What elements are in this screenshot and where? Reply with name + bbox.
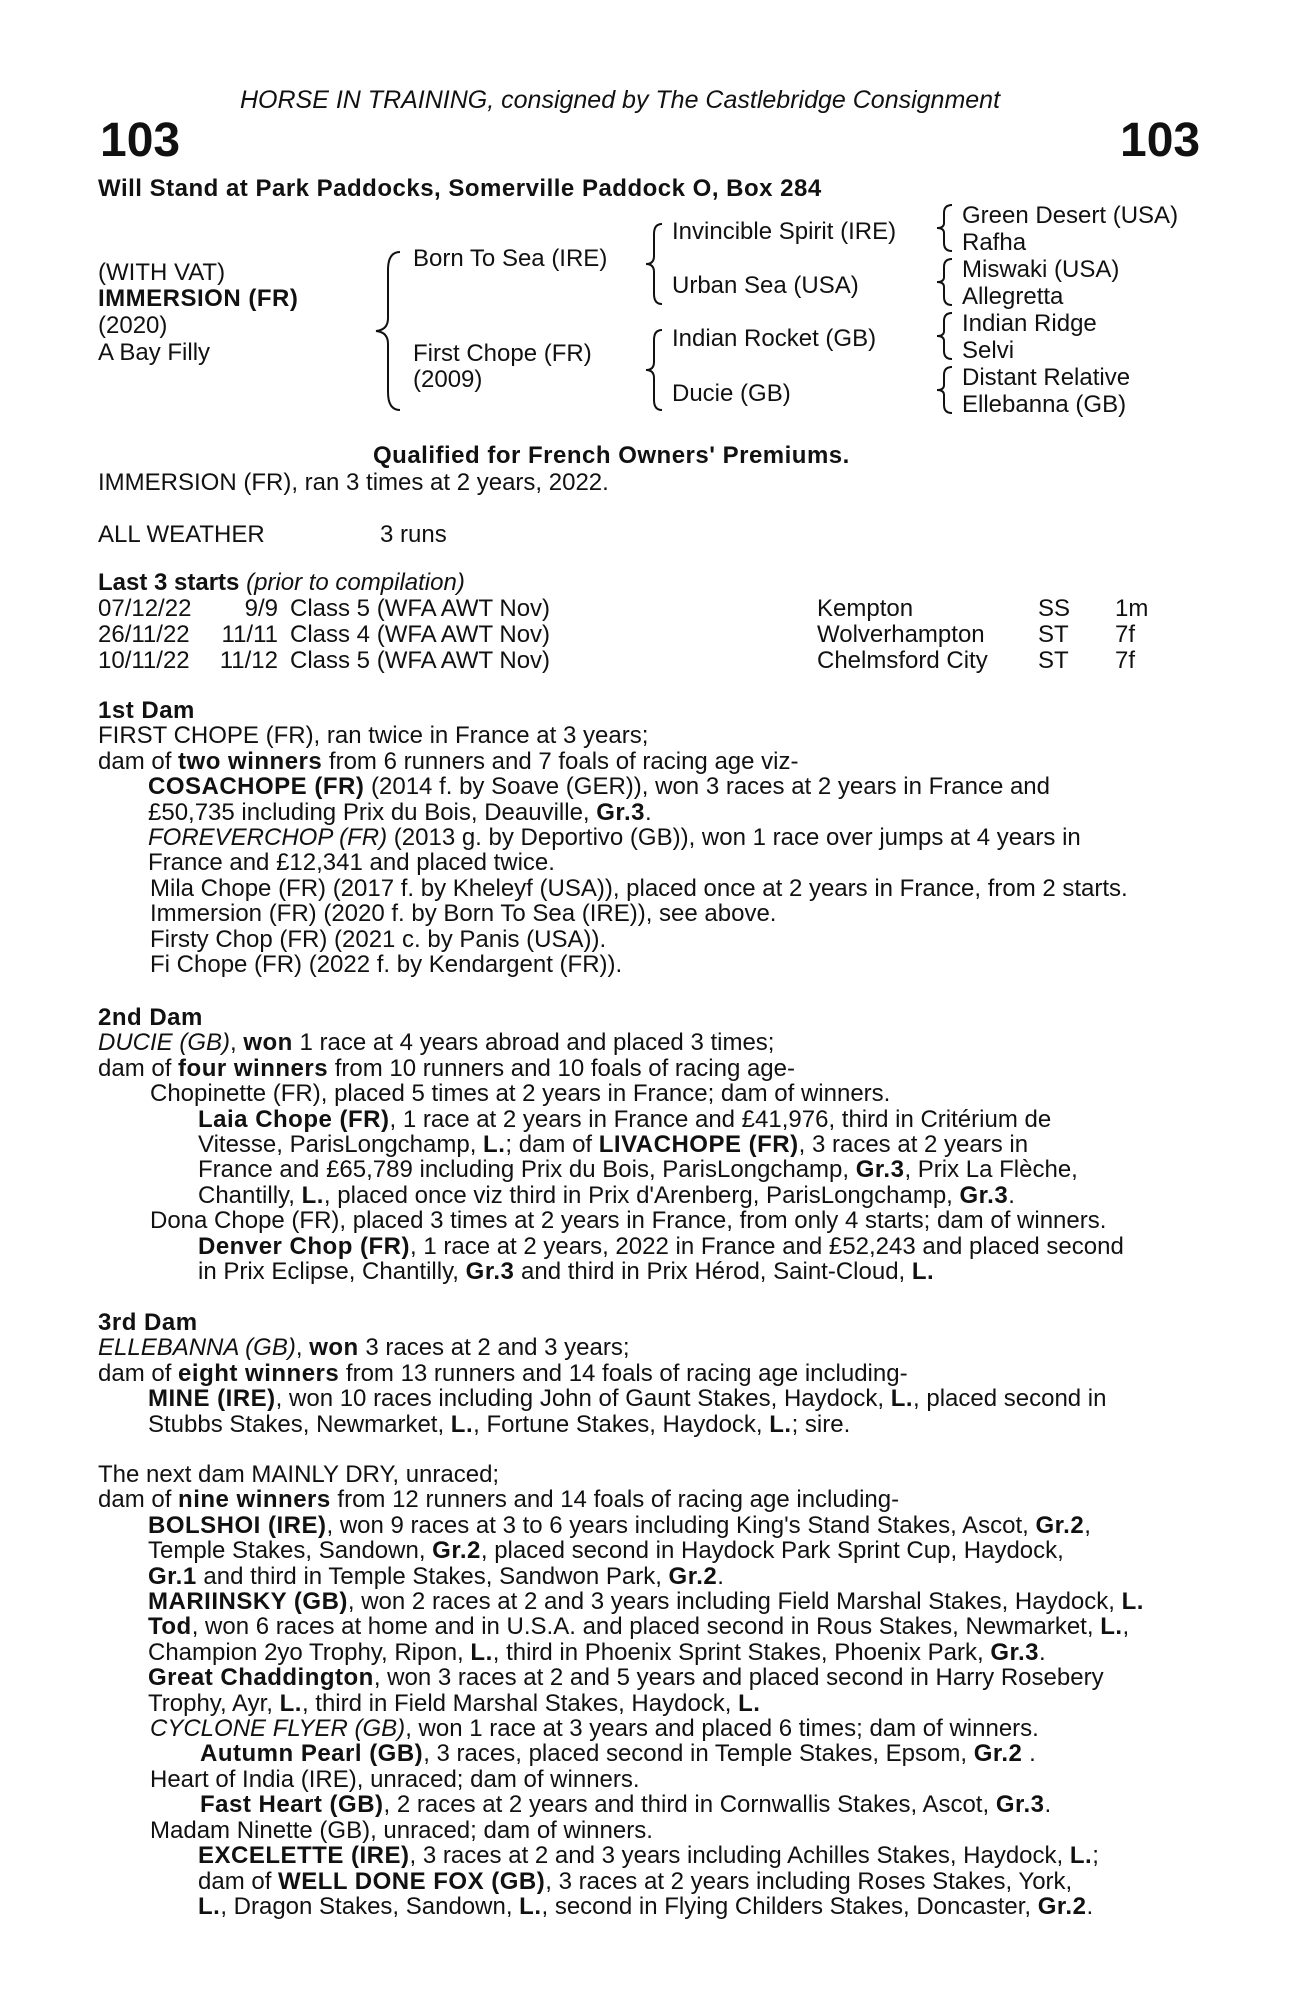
start-going: SS [1038,595,1071,622]
text: , [295,1334,310,1362]
pedigree-bracket-dam [640,328,670,412]
text: , third in Phoenix Sprint Stakes, Phoenix Park, [492,1638,991,1666]
grade: Gr.2 [973,1740,1023,1768]
stand-location: Will Stand at Park Paddocks, Somerville Paddock O, Box 284 [98,175,822,202]
text: , 3 races at 2 years including Roses Stakes, York, [545,1867,1073,1895]
text: , placed second in Haydock Park Sprint Cup, Haydock, [480,1537,1064,1565]
progeny-entry [98,1665,1206,1716]
progeny-name: Denver Chop (FR) [198,1232,410,1260]
text: ; dam of [505,1131,599,1159]
start-course: Kempton [817,595,914,622]
start-going: ST [1038,647,1069,674]
start-race: Class 5 (WFA AWT Nov) [290,595,551,622]
lot-number-right: 103 [1120,114,1201,167]
grade: L. [519,1892,542,1920]
text: , 3 races at 2 and 3 years including Achilles Stakes, Haydock, [409,1842,1070,1870]
dam-line [98,1361,1206,1386]
grade: L. [198,1892,221,1920]
progeny-entry [98,1589,1206,1614]
text: from 13 runners and 14 foals of racing age including- [339,1359,908,1387]
start-going: ST [1038,621,1069,648]
progeny-entry [98,825,1206,876]
dam-line [98,1335,1206,1360]
grade: L. [1121,1588,1144,1616]
grade: Gr.2 [1037,1892,1087,1920]
pedigree-bracket-gen3-3 [932,311,958,361]
text: Temple Stakes, Sandown, [148,1537,433,1565]
section-heading: 3rd Dam [98,1309,198,1336]
pedigree-bracket-gen3-4 [932,365,958,415]
grade: L. [450,1410,474,1438]
grade: L. [279,1689,302,1717]
progeny-name: COSACHOPE (FR) [148,773,365,801]
text: 3 races at 2 and 3 years; [358,1334,630,1362]
pedigree-sds: Miswaki (USA) [962,256,1120,283]
dam-line: FIRST CHOPE (FR), ran twice in France at 3 years; [98,722,649,750]
start-distance: 7f [1115,621,1136,648]
start-position: 9/9 [244,595,278,622]
grade: Gr.3 [959,1181,1009,1209]
text: , [230,1029,244,1057]
start-course: Wolverhampton [817,621,985,648]
text: , won 3 races at 2 and 5 years and placed second in Harry Rosebery [373,1664,1104,1692]
all-weather-value: 3 runs [380,521,447,548]
text: from 12 runners and 14 foals of racing age including- [330,1486,900,1514]
grand-progeny-entry [98,1843,1206,1919]
progeny-name: MARIINSKY (GB) [148,1588,348,1616]
text: , [1122,1613,1130,1641]
start-date: 26/11/22 [98,621,190,648]
text: Trophy, Ayr, [148,1689,280,1717]
pedigree-bracket-main [370,250,410,412]
text: , won 10 races including John of Gaunt Stakes, Haydock, [275,1385,891,1413]
grade: L. [738,1689,761,1717]
grade: L. [911,1258,935,1286]
text: . [717,1562,724,1590]
pedigree-sire-dam: Urban Sea (USA) [672,272,859,299]
start-race: Class 5 (WFA AWT Nov) [290,647,551,674]
progeny-name: Laia Chope (FR) [198,1105,390,1133]
progeny-entry: Fi Chope (FR) (2022 f. by Kendargent (FR)). [150,951,623,979]
progeny-name: Tod [148,1613,192,1641]
text: (2014 f. by Soave (GER)), won 3 races at 2 years in France and [364,773,1050,801]
grand-progeny-entry [98,1107,1206,1209]
pedigree-bracket-gen3-1 [932,203,958,253]
text: from 10 runners and 10 foals of racing age- [328,1054,795,1082]
pedigree-dds: Distant Relative [962,364,1131,391]
start-distance: 7f [1115,647,1136,674]
last-starts-title: Last 3 starts [98,569,240,596]
progeny-name: WELL DONE FOX (GB) [278,1867,546,1895]
grade: Gr.2 [1035,1511,1085,1539]
text: and third in Temple Stakes, Sandwon Park, [196,1562,669,1590]
text: , [1084,1511,1091,1539]
progeny-entry [98,1386,1206,1437]
text: £50,735 including Prix du Bois, Deauville, [148,798,597,826]
text: , third in Field Marshal Stakes, Haydock, [301,1689,739,1717]
pedigree-dam: First Chope (FR) [413,340,592,367]
winners-count: eight winners [178,1359,340,1387]
dam-line [98,1030,1206,1055]
text: dam of [98,1054,179,1082]
text: , won 2 races at 2 and 3 years including Field Marshal Stakes, Haydock, [347,1588,1122,1616]
vat-note: (WITH VAT) [98,259,226,286]
progeny-name: Autumn Pearl (GB) [200,1740,424,1768]
progeny-entry: Immersion (FR) (2020 f. by Born To Sea (IRE)), see above. [150,900,777,928]
grade: Gr.1 [148,1562,197,1590]
all-weather-label: ALL WEATHER [98,521,265,548]
progeny-name: MINE (IRE) [148,1385,276,1413]
text: , won 1 race at 3 years and placed 6 times; dam of winners. [405,1715,1039,1743]
pedigree-sdd: Allegretta [962,283,1064,310]
start-course: Chelmsford City [817,647,988,674]
horse-description: A Bay Filly [98,339,211,366]
pedigree-dsd: Selvi [962,337,1015,364]
start-date: 10/11/22 [98,647,190,674]
progeny-entry: Heart of India (IRE), unraced; dam of winners. [150,1765,640,1793]
text: ; sire. [791,1410,851,1438]
horse-name: IMMERSION (FR) [98,285,299,312]
pedigree-sss: Green Desert (USA) [962,202,1179,229]
winners-count: two winners [178,747,323,775]
text: dam of [98,747,179,775]
progeny-name: EXCELETTE (IRE) [198,1842,410,1870]
fourth-dam-section [98,1462,1206,1919]
grade: Gr.3 [995,1791,1045,1819]
text: won [243,1029,293,1057]
text: Vitesse, ParisLongchamp, [198,1131,484,1159]
text: Stubbs Stakes, Newmarket, [148,1410,451,1438]
text: dam of [198,1867,279,1895]
dam-name: DUCIE (GB) [98,1029,230,1057]
start-race: Class 4 (WFA AWT Nov) [290,621,551,648]
grade: Gr.2 [432,1537,481,1565]
grand-progeny-entry [98,1234,1206,1285]
winners-count: four winners [178,1054,329,1082]
premium-note: Qualified for French Owners' Premiums. [373,442,850,469]
progeny-entry: Madam Ninette (GB), unraced; dam of winners. [150,1816,653,1844]
start-distance: 1m [1115,595,1149,622]
grade: L. [301,1181,324,1209]
grade: Gr.3 [855,1156,905,1184]
text: and third in Prix Hérod, Saint-Cloud, [514,1258,912,1286]
first-dam-section [98,698,1206,977]
text: 1 race at 4 years abroad and placed 3 times; [292,1029,775,1057]
section-heading: 2nd Dam [98,1004,203,1031]
text: France and £12,341 and placed twice. [148,849,555,877]
pedigree-sire-sire: Invincible Spirit (IRE) [672,218,897,245]
grade: L. [769,1410,792,1438]
last-starts-note: (prior to compilation) [246,569,465,596]
grade: Gr.3 [465,1258,515,1286]
pedigree-sire: Born To Sea (IRE) [413,245,608,272]
start-position: 11/11 [221,621,278,648]
second-dam-section [98,1005,1206,1284]
grade: L. [470,1638,493,1666]
progeny-name: LIVACHOPE (FR) [598,1131,799,1159]
dam-line [98,1056,1206,1081]
dam-line [98,749,1206,774]
progeny-name: FOREVERCHOP (FR) [148,824,388,852]
pedigree-dam-dam: Ducie (GB) [672,380,791,407]
start-position: 11/12 [219,647,278,674]
pedigree-dam-sire: Indian Rocket (GB) [672,325,877,352]
grade: Gr.2 [668,1562,718,1590]
pedigree-dss: Indian Ridge [962,310,1097,337]
grand-progeny-entry [98,1741,1206,1766]
text: , Prix La Flèche, [904,1156,1078,1184]
grand-progeny-entry [98,1792,1206,1817]
catalogue-header: HORSE IN TRAINING, consigned by The Castlebridge Consignment [240,86,1001,114]
progeny-name: Great Chaddington [148,1664,374,1692]
progeny-entry [98,1716,1206,1741]
dam-name: ELLEBANNA (GB) [98,1334,296,1362]
dam-line: The next dam MAINLY DRY, unraced; [98,1461,500,1488]
text: , Dragon Stakes, Sandown, [220,1892,520,1920]
text: . [1022,1740,1036,1768]
progeny-entry: Mila Chope (FR) (2017 f. by Kheleyf (USA)), placed once at 2 years in France, from 2 starts. [150,874,1128,902]
section-heading: 1st Dam [98,697,195,724]
progeny-entry [98,1513,1206,1589]
progeny-name: Fast Heart (GB) [200,1791,384,1819]
text: , 1 race at 2 years in France and £41,976, third in Critérium de [389,1105,1052,1133]
text: , 1 race at 2 years, 2022 in France and £52,243 and placed second [410,1232,1124,1260]
text: (2013 g. by Deportivo (GB)), won 1 race over jumps at 4 years in [387,824,1081,852]
text: , second in Flying Childers Stakes, Doncaster, [541,1892,1038,1920]
pedigree-bracket-gen3-2 [932,257,958,307]
text: won [309,1334,359,1362]
pedigree-ddd: Ellebanna (GB) [962,391,1127,418]
text: , 2 races at 2 years and third in Cornwallis Stakes, Ascot, [383,1791,996,1819]
pedigree-dam-year: (2009) [413,366,483,393]
third-dam-section [98,1310,1206,1437]
grade: L. [1069,1842,1093,1870]
text: , placed once viz third in Prix d'Arenberg, ParisLongchamp, [323,1181,960,1209]
text: , placed second in [913,1385,1107,1413]
winners-count: nine winners [178,1486,331,1514]
pedigree-ssd: Rafha [962,229,1027,256]
progeny-entry: Dona Chope (FR), placed 3 times at 2 years in France, from only 4 starts; dam of winners. [150,1207,1107,1235]
start-date: 07/12/22 [98,595,192,622]
lot-number-left: 103 [100,114,181,167]
progeny-entry: Firsty Chop (FR) (2021 c. by Panis (USA)). [150,925,607,953]
grade: L. [483,1131,506,1159]
grade: Gr.3 [596,798,645,826]
text: , 3 races, placed second in Temple Stakes, Epsom, [423,1740,974,1768]
text: Chantilly, [198,1181,302,1209]
text: , 3 races at 2 years in [798,1131,1029,1159]
dam-line [98,1487,1206,1512]
text: in Prix Eclipse, Chantilly, [198,1258,466,1286]
progeny-name: BOLSHOI (IRE) [148,1511,327,1539]
text: ; [1092,1842,1099,1870]
text: , won 9 races at 3 to 6 years including King's Stand Stakes, Ascot, [326,1511,1036,1539]
last-starts-heading [98,570,465,596]
text: . [1044,1791,1052,1819]
text: , won 6 races at home and in U.S.A. and placed second in Rous Stakes, Newmarket, [191,1613,1101,1641]
horse-year: (2020) [98,312,168,339]
text: . [1086,1892,1094,1920]
grade: Gr.3 [990,1638,1040,1666]
text: dam of [98,1486,179,1514]
grade: L. [1100,1613,1123,1641]
text: , Fortune Stakes, Haydock, [473,1410,770,1438]
progeny-entry [98,1614,1206,1665]
text: . [644,798,652,826]
pedigree-bracket-sire [640,222,670,306]
text: France and £65,789 including Prix du Bois, ParisLongchamp, [198,1156,856,1184]
race-summary: IMMERSION (FR), ran 3 times at 2 years, 2022. [98,469,609,496]
progeny-name: CYCLONE FLYER (GB) [150,1715,406,1743]
text: from 6 runners and 7 foals of racing age viz- [322,747,799,775]
progeny-entry: Chopinette (FR), placed 5 times at 2 years in France; dam of winners. [150,1080,891,1108]
progeny-entry [98,774,1206,825]
grade: L. [890,1385,914,1413]
text: Champion 2yo Trophy, Ripon, [148,1638,471,1666]
text: dam of [98,1359,179,1387]
text: . [1008,1181,1015,1209]
text: . [1039,1638,1046,1666]
